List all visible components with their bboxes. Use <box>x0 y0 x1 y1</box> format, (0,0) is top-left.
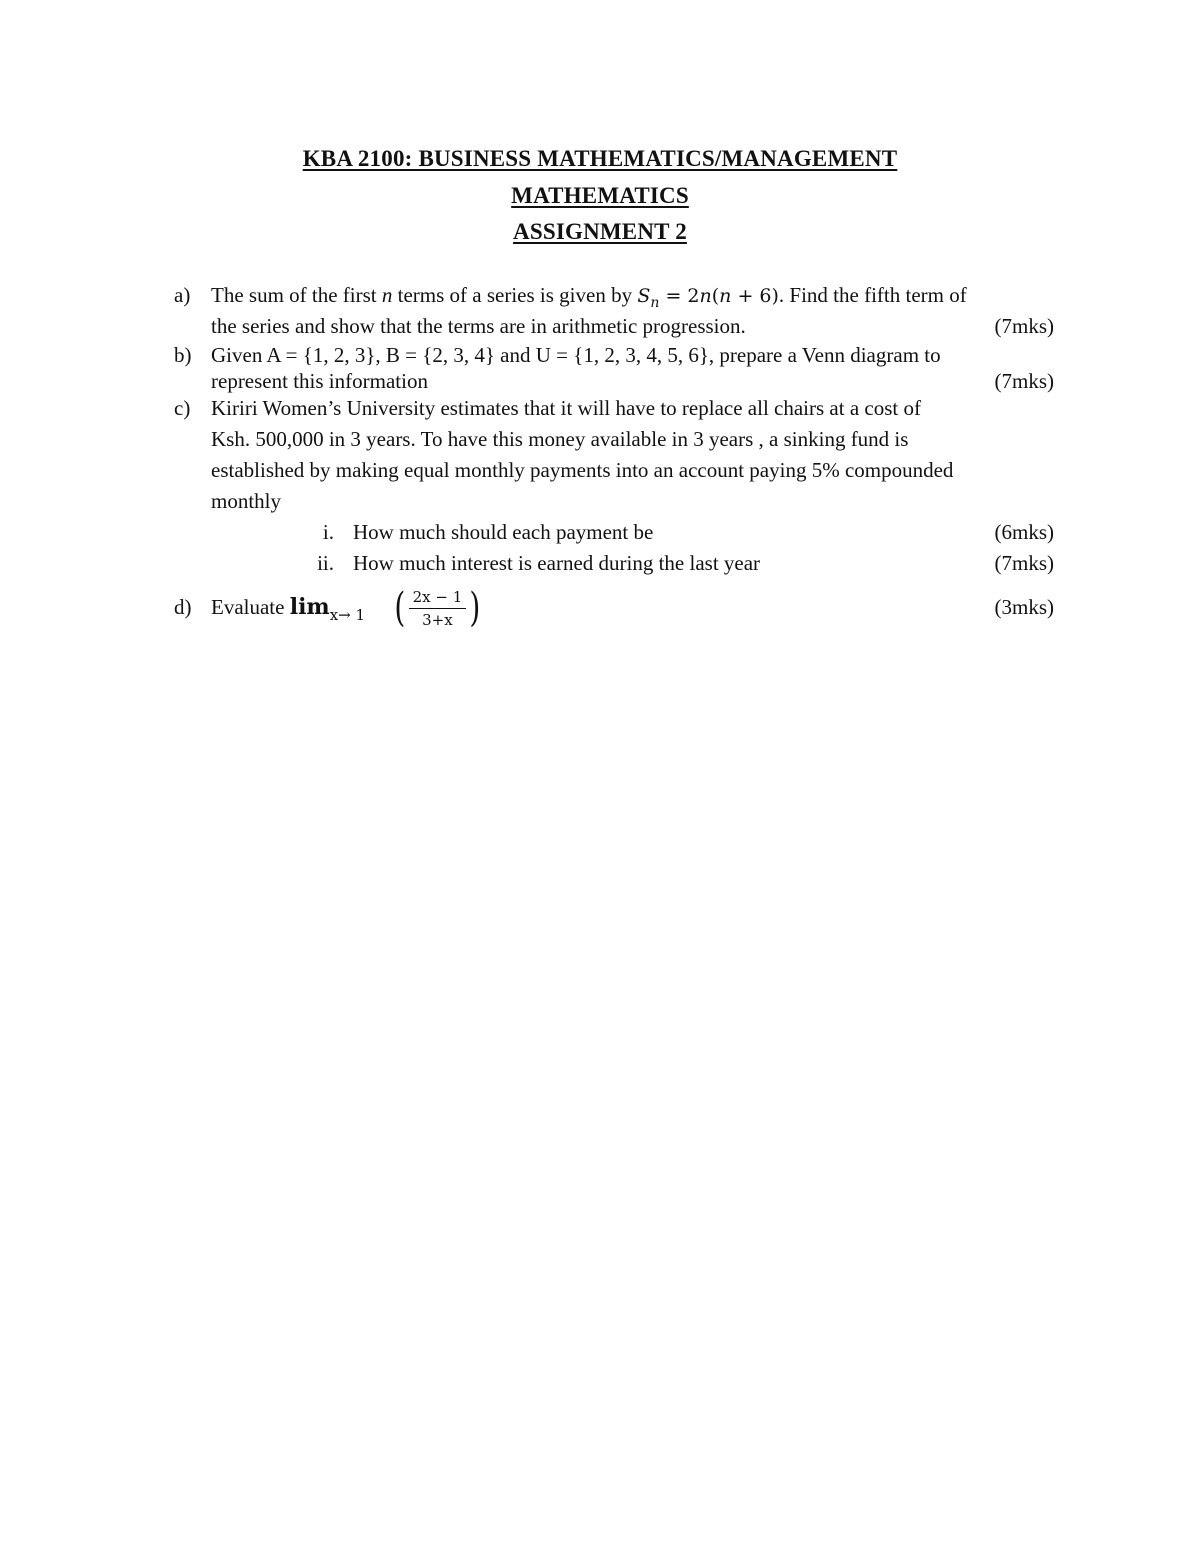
question-c-sub-ii-marker: ii. <box>317 551 334 575</box>
question-b-marks: (7mks) <box>994 369 1054 393</box>
limit-expression <box>392 582 483 634</box>
question-c-sub-i-text: How much should each payment be <box>353 520 654 544</box>
question-a-line-1 <box>211 283 967 310</box>
question-a-line-2: the series and show that the terms are in arithmetic progression. <box>211 314 746 338</box>
formula-equals: = 2 <box>659 285 700 307</box>
title-line-3: ASSIGNMENT 2 <box>513 219 687 244</box>
question-a-prefix: The sum of the first <box>211 283 382 307</box>
question-c-line-1: Kiriri Women’s University estimates that it will have to replace all chairs at a cost of <box>211 396 921 420</box>
limit-symbol: lim <box>289 594 330 620</box>
formula-n1: n <box>699 285 712 307</box>
question-d-line <box>211 594 366 624</box>
formula-n2: n <box>719 285 732 307</box>
title-line-1: KBA 2100: BUSINESS MATHEMATICS/MANAGEMENT <box>302 146 898 171</box>
question-c-sub-ii-text: How much interest is earned during the last year <box>353 551 761 575</box>
limit-subscript: x→ 1 <box>329 606 366 624</box>
formula-s: S <box>637 285 651 307</box>
question-c-line-4: monthly <box>211 489 282 513</box>
fraction-denominator: 3+x <box>422 610 453 629</box>
question-d-marks: (3mks) <box>994 595 1054 619</box>
question-a-formula <box>637 285 779 311</box>
question-b-marker: b) <box>174 343 192 367</box>
question-b-line-1: Given A = {1, 2, 3}, B = {2, 3, 4} and U = {1, 2, 3, 4, 5, 6}, prepare a Venn diagram to <box>211 343 941 367</box>
question-b-line-2: represent this information <box>211 369 428 393</box>
question-c-sub-ii-marks: (7mks) <box>994 551 1054 575</box>
formula-paren: ( <box>711 285 720 307</box>
question-d-marker: d) <box>174 595 192 619</box>
question-c-line-2: Ksh. 500,000 in 3 years. To have this money available in 3 years , a sinking fund is <box>211 427 909 451</box>
right-paren: ) <box>469 585 481 631</box>
question-d-prefix: Evaluate <box>211 595 290 619</box>
question-a-marker: a) <box>174 283 191 307</box>
question-c-sub-i-marker: i. <box>322 520 334 544</box>
formula-tail: + 6) <box>731 285 779 307</box>
fraction <box>409 588 467 629</box>
formula-subscript: n <box>650 295 660 311</box>
question-a-marks: (7mks) <box>994 314 1054 338</box>
question-a-suffix: . Find the fifth term of <box>778 283 967 307</box>
fraction-numerator: 2x − 1 <box>409 588 467 609</box>
question-a-var-n: n <box>381 283 393 307</box>
title-line-2: MATHEMATICS <box>511 183 689 208</box>
left-paren: ( <box>394 585 406 631</box>
question-c-sub-i-marks: (6mks) <box>994 520 1054 544</box>
question-c-line-3: established by making equal monthly payments into an account paying 5% compounded <box>211 458 954 482</box>
question-a-mid: terms of a series is given by <box>392 283 638 307</box>
question-c-marker: c) <box>174 396 191 420</box>
